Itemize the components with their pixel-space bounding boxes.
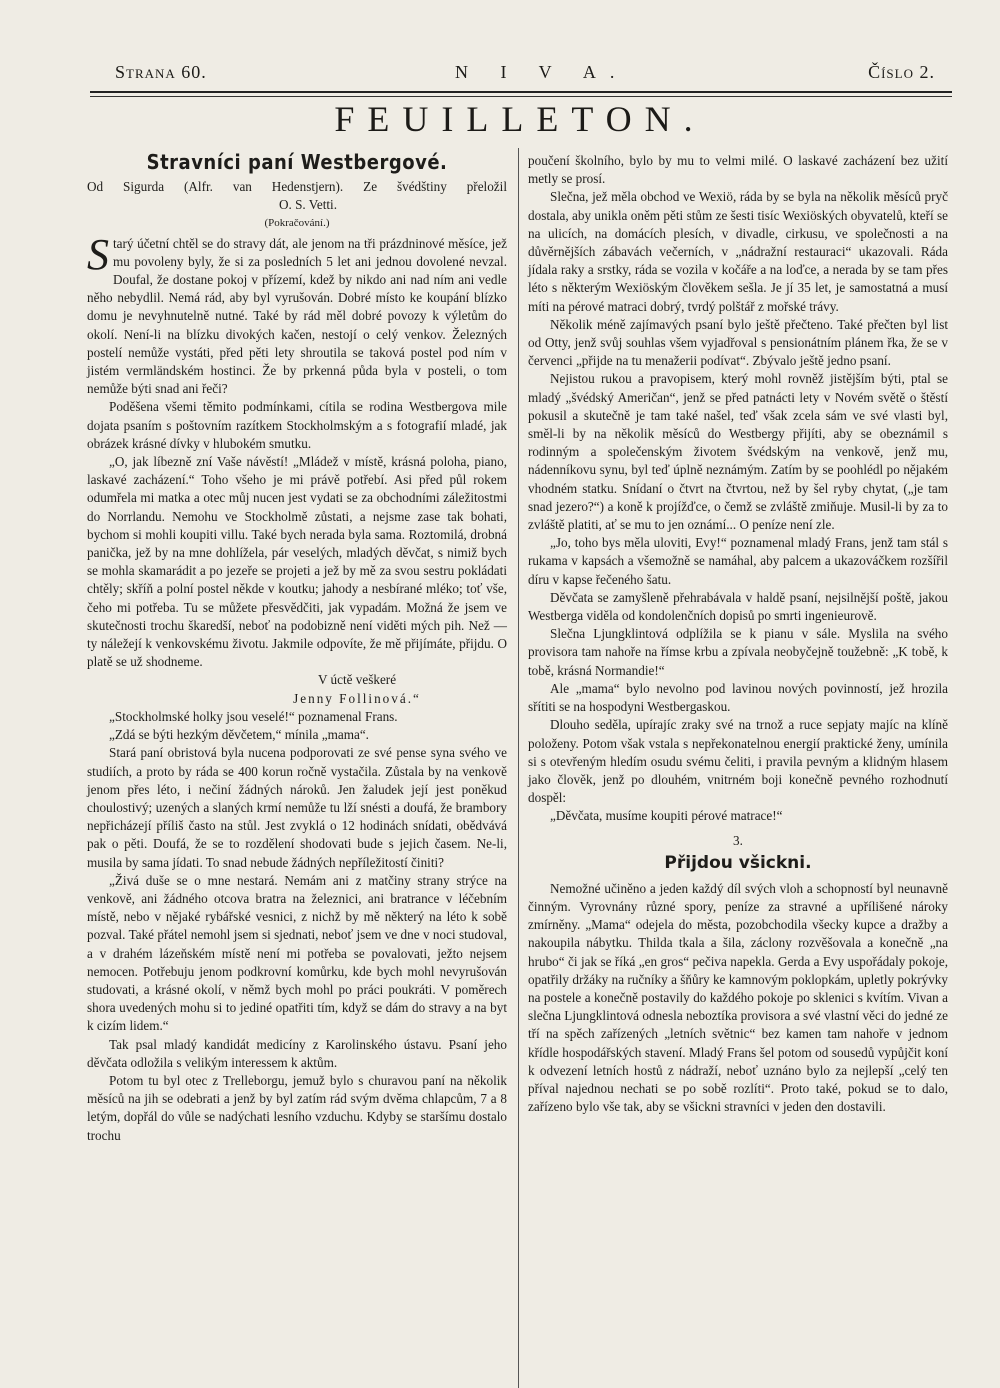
continuation-note: (Pokračování.) [264,217,330,230]
paragraph: Starý účetní chtěl se do stravy dát, ale jenom na tři prázdninové měsíce, jež mu povoleny byly, že si za posledních 5 let ani jednou dovolené nevzal. Doufal, že dostane pokoj v přízemí, kdež by nikdo ani nad ním ani vedle něho nebydlil. Nemá rád, aby byl vyrušován. Dobré místo ke koupání blízko domu je nevyhnutelně nutné. Také by rád měl dobré povozy k výletům do okolí. Není-li na blízku divokých kačen, nestojí o celý venkov. Železných postelí nemůže vystáti, před pěti lety shroutila se taková postel pod ním v jistém vermländském hostinci. Že by prkenná půda byla v posteli, o tom nemůže býti snad ani řeči? [87,229,507,397]
paragraph: „Zdá se býti hezkým děvčetem,“ mínila „mama“. [109,727,369,743]
paragraph: „Děvčata, musíme koupiti pérové matrace!“ [550,808,783,824]
byline: Od Sigurda (Alfr. van Hedenstjern). Ze švédštiny přeložil [87,179,507,194]
paragraph: poučení školního, bylo by mu to velmi milé. O laskavé zacházení bez užití metly se prosí. [528,153,948,187]
paragraph: Potom tu byl otec z Trelleborgu, jemuž bylo s churavou paní na několik měsíců na jih se odebrati a jenž by byl zatím rád svým dvěma chlapcům, 7 a 8 letým, dopřál do vůle se nadýchati lesního vzduchu. Kdyby se staršímu dostalo trochu [87,1072,507,1143]
paragraph: „Živá duše se o mne nestará. Nemám ani z matčiny strany strýce na venkově, ani žádného otcova bratra na železnici, ani bratrance v léčebním místě, nebo v nějaké rybářské vesnici, z nichž by mě některý na léto k sobě pozval. Také přátel nemohl jsem si sjednati, neboť jsem ve dne v noci studoval, a v drahém lázeňském místě není mi potřeba se povalovati, ježto nejsem nemocen. Potřebuju jenom podkrovní komůrku, kde bych mohl nevyrušován studovati, a krásné okolí, v němž bych mohl po práci poukráti. V poměrech shora uvedených mohu si to jediné opatřiti tím, když se dám do stravy a na byt k cizím lidem.“ [87,872,507,1034]
letter-signature: Jenny Follinová.“ [293,690,421,706]
issue-number: Číslo 2. [868,62,935,82]
paragraph: Ale „mama“ bylo nevolno pod lavinou nových povinností, jež hrozila sřítiti se na hospodyni Westbergaskou. [528,680,948,715]
story-title: Stravníci paní Westbergové. [146,150,448,174]
paragraph: „Jo, toho bys měla uloviti, Evy!“ poznamenal mladý Frans, jenž tam stál s rukama v kapsách a všemožně se namáhal, aby palcem a ukazováčkem rozšířil díru v kapse řečeného šatu. [528,535,948,587]
paragraph: „O, jak líbezně zní Vaše návěstí! „Mládež v místě, krásná poloha, piano, laskavé zacházení.“ Toho všeho je mi právě potřebí. Asi před půl rokem odumřela mi matka a otec můj nucen jest vydati se za obchodními záležitostmi do Norrlandu. Nemohu ve Stockholmě zůstati, a nejsme zase tak bohati, bychom si mohli koupiti villu. Také bych nerada byla sama. Roztomilá, drobná panička, jež by na mne dohlížela, pár veselých, mladých děvčat, s nimiž bych se mohla skamarádit a po jezeře se projeti a jež by mě za svou sestru pokládati chtěly; skříň a polní postel někde v koutku; jahody a nesbírané mléko; toť vše, čeho mi potřeba. Tu se můžete přesvědčiti, jak vypadám. Možná že jsem ve skutečnosti trochu škaredší, neboť na podobizně není viděti mých pih. Než — ty náležejí k venkovskému životu. Jakmile odpovíte, že mě přijímáte, přijdu. O platě se už shodneme. [87,454,507,670]
section-heading: FEUILLETON. [300,98,740,140]
paragraph: Slečna Ljungklintová odplížila se k pianu v sále. Myslila na svého provisora tam nahoře na římse krbu a zpívala neobyčejně toužebně: „K tobě, k tobě, krásná Normandie!“ [528,626,948,678]
left-column [87,150,507,1145]
page-header [115,62,935,88]
paragraph: Poděšena všemi těmito podmínkami, cítila se rodina Westbergova mile dojata psaním s poštovním razítkem Stockholmským a s fotografií mladé, jak obrázek krásné dívky v hlubokém smutku. [87,399,507,451]
right-column [528,152,948,1116]
letter-closing: V úctě veškeré [317,672,397,688]
paragraph: Několik méně zajímavých psaní bylo ještě přečteno. Také přečten byl list od Otty, jenž svůj souhlas všem vyjadřoval s pensionátním plánem řka, že se v červenci „přijde na tu menažerii podívat“. Zbývalo ještě jedno psaní. [528,316,948,369]
publication-name: N I V A. [455,62,629,82]
paragraph: Stará paní obristová byla nucena podporovati ze své pense syna svého ve studiích, a proto by ráda se 400 korun ročně vystačila. Zůstala by na venkově jenom přes léto, i nečiní žádných nároků. Jen žaludek její jest poněkud choulostivý; uzených a slaných krmí nemůže tu lží snésti a doufá, že brambory nepřicházejí příliš často na stůl. Jest zvyklá o 12 hodinách snídati, obědvává pak o pěti. Doufá, že se to rozdělení shodovati bude s jejich časem. Ne-li, musila by sama jídati. To snad nebude žádných nepříležitostí činiti? [87,745,507,870]
paragraph: Děvčata se zamyšleně přehrabávala v haldě psaní, nejsilnější poště, jakou Westberga viděla od kondolenčních dopisů po smrti ingenieurově. [528,589,948,624]
paragraph: Dlouho seděla, upírajíc zraky své na trnož a ruce sepjaty majíc na klíně položeny. Potom však vstala s nepřekonatelnou energií praktické ženy, umínila si s otevřeným hledím osudu svému čeliti, i pravila pevným a klidným hlasem jako člověk, jenž po dlouhém, vnitrném boji konečně pevného rozhodnutí dospěl: [528,717,948,806]
header-rule-thin [90,96,952,97]
translator: O. S. Vetti. [278,197,337,213]
paragraph: Slečna, jež měla obchod ve Wexiö, ráda by se byla na několik měsíců pryč dostala, aby unikla oněm pěti stům ze šesti tisíc Wexiöských obyvatelů, kteří se na ulicích, na domácích plesích, v divadle, cirkusu, ve společnosti a na důvěrnějších zábavách večerních, v „nádražní restauraci“ ukazovali. Ráda jídala raky a srstky, ráda se vozila v kočáře a na loďce, a nerada by se tam přes léto s některým Wexiöským člověkem sešla. Je jí 35 let, je samostatná a musí míti na pérové matraci dobrý, tvrdý polštář z mořské trávy. [528,189,948,314]
paragraph: Nemožné učiněno a jeden každý díl svých vloh a schopností byl neunavně činným. Vyrovnány různé spory, peníze za stravné a upřílišené nároky zmírněny. „Mama“ odejela do města, pozobchodila všecky kupce a dražby a nakoupila nábytku. Thilda tkala a šila, záclony rozvěšovala a konečně „na hrubo“ či jak se říká „en gros“ pečiva napekla. Gerda a Evy uspořádaly pokoje, opatřily držáky na ručníky a šňůry ke kamnovým poklopkám, upletly pokrývky na postele a konečně postavily do každého pokoje po sklenici s kvítím. Vivan a slečna Ljungklintová odnesla neboztíka provisora a své vlastní věci do jedné ze tří na spěch zařízených „letních světnic“ bez kamen tam nahoře v jednom křídle hospodářských stavení. Mladý Frans šel potom od sousedů vypůjčit koní k odvezení letních hostů z nádraží, neboť uznáno bylo za nejlepší „celý ten příval najednou nechati se po sobě rozlíti“. Proto také, pokud se to dalo, zařízeno bylo vše tak, aby se všickni stravníci v jeden den dostavili. [528,880,948,1115]
header-rule [90,91,952,93]
drop-cap: S [87,229,109,279]
paragraph: Nejistou rukou a pravopisem, který mohl rovněž jistějším býti, ptal se mladý „švédský Američan“, jenž se před patnácti lety v Novém světě o štěstí pokusil a skutečně je tam také našel, teď však zcela sám ve své vlasti byl, směl-li by na několik měsíců do Westbergy přijíti, aby se obeznámil s rodinným a společenským životem švédským na venkově, jenž mu, nádenníkovu synu, byl teď úplně neznámým. Zatím by se poohlédl po nějakém vhodném statku. Snídaní o čtvrt na čtvrtou, než by šel ryby chytat, („je tam snad jezero?“) a koně k projížďce, o čemž se zvláště zmiňuje. Musil-li by za to zvláště platiti, ať se mu to jen oznámí... O peníze není zle. [528,371,948,533]
page-number: Strana 60. [115,62,207,82]
chapter-title: Přijdou všickni. [664,852,812,873]
paragraph: Tak psal mladý kandidát medicíny z Karolinského ústavu. Psaní jeho děvčata odložila s velikým interessem k aktům. [87,1036,507,1070]
paragraph: „Stockholmské holky jsou veselé!“ poznamenal Frans. [109,708,398,724]
chapter-number: 3. [733,832,743,848]
column-divider [518,148,519,1388]
